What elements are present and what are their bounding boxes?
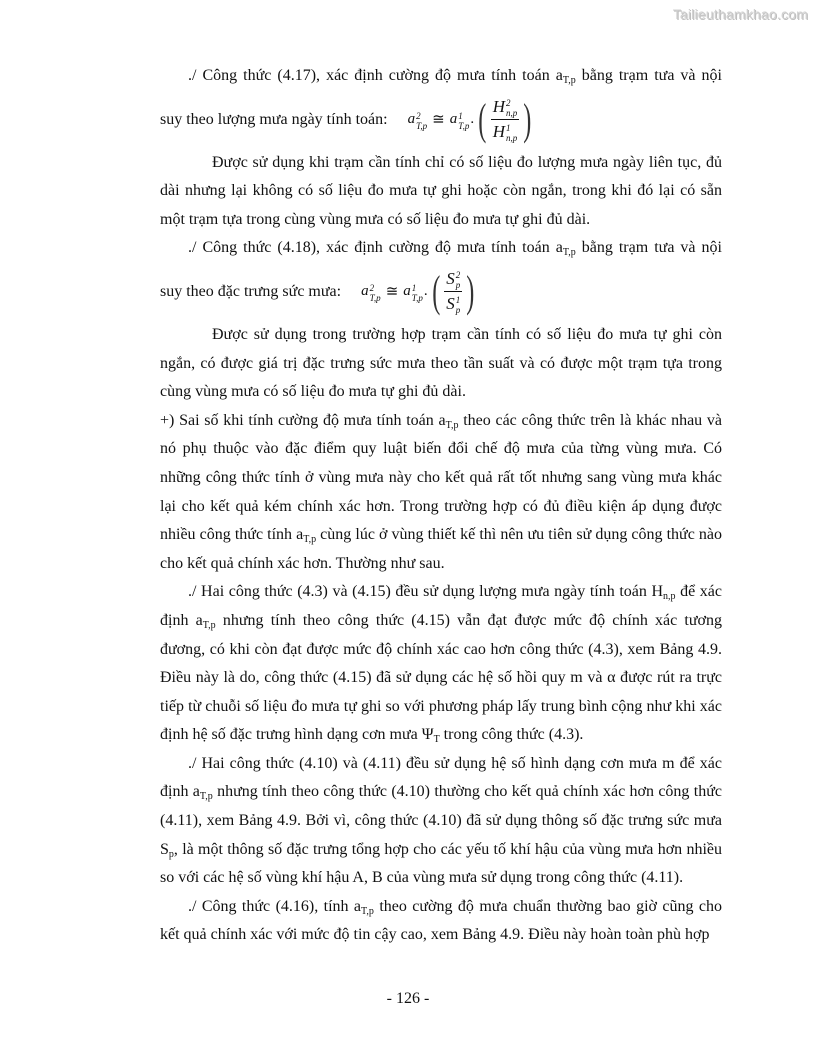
text: theo các công thức trên là khác nhau và nó phụ thuộc vào đặc điểm quy luật biến đổi chế độ mưa của từng vùng mưa. Có những công thức tính ở vùng mưa này cho kết quả rất tốt nhưng sang vùng mưa khác lại cho kết quả kém chính xác hơn. Trong trường hợp có đủ điều kiện áp dụng được nhiều công thức tính a bbox=[160, 411, 723, 544]
sub: T,p bbox=[416, 120, 428, 131]
text: nhưng tính theo công thức (4.15) vẫn đạt được mức độ chính xác tương đương, có khi còn đạt được mức độ chính xác cao hơn công thức (4.3), xem Bảng 4.9. Điều này là do, công thức (4.15) đã sử dụng các hệ số hồi quy m và α được rút ra trực tiếp từ chuỗi số liệu đo mưa tự ghi so với phương pháp lấy trung bình cộng như khi xác định hệ số đặc trưng hình dạng cơn mưa Ψ bbox=[160, 611, 723, 744]
text: ./ Hai công thức (4.3) và (4.15) đều sử dụng lượng mưa ngày tính toán H bbox=[188, 583, 664, 601]
numerator bbox=[444, 269, 462, 289]
sub: n,p bbox=[506, 108, 518, 119]
paragraph-error-discussion bbox=[160, 407, 722, 579]
left-paren: ( bbox=[431, 266, 440, 316]
text: để xác định a bbox=[160, 583, 722, 629]
paragraph-4-10-vs-4-11 bbox=[160, 750, 722, 893]
var-s: S bbox=[446, 294, 455, 314]
sup: 2 bbox=[369, 282, 375, 293]
sub: p bbox=[455, 280, 461, 291]
left-paren: ( bbox=[478, 94, 487, 144]
sub: n,p bbox=[506, 133, 518, 144]
text: nhưng tính theo công thức (4.10) thường cho kết quả chính xác hơn công thức (4.11), xem Bảng 4.9. Bởi vì, công thức (4.10) đã sử dụng thông số đặc trưng sức mưa S bbox=[160, 783, 722, 858]
sup-sub bbox=[456, 294, 461, 314]
fraction-bar bbox=[444, 291, 462, 292]
formula-label: suy theo lượng mưa ngày tính toán: bbox=[160, 110, 388, 128]
sup-sub bbox=[416, 110, 427, 130]
text: , là một thông số đặc trưng tổng hợp cho các yếu tố khí hậu của vùng mưa hơn nhiều so với các hệ số vùng khí hậu A, B của vùng mưa sử dụng trong công thức (4.11). bbox=[160, 840, 722, 887]
sup: 2 bbox=[506, 98, 511, 109]
subscript: n,p bbox=[663, 591, 676, 603]
text: ./ Công thức (4.18), xác định cường độ mưa tính toán a bbox=[188, 239, 563, 257]
denominator bbox=[491, 122, 520, 142]
sup: 1 bbox=[411, 282, 417, 293]
paragraph-4-18-usage: Được sử dụng trong trường hợp trạm cần tính có số liệu đo mưa tự ghi còn ngắn, có được giá trị đặc trưng sức mưa theo tần suất và có được một trạm tựa trong cùng vùng mưa có số liệu đo mưa tự ghi đủ dài. bbox=[160, 325, 722, 401]
sup-sub bbox=[370, 282, 381, 302]
sub: p bbox=[455, 305, 461, 316]
sup: 2 bbox=[416, 110, 421, 121]
sup-sub bbox=[412, 282, 423, 302]
paragraph-formula-4-18-intro bbox=[160, 234, 722, 263]
text: ./ Công thức (4.17), xác định cường độ mưa tính toán a bbox=[188, 67, 563, 84]
right-paren: ) bbox=[466, 266, 475, 316]
numerator bbox=[491, 97, 520, 117]
page-number: - 126 - bbox=[386, 990, 430, 1007]
subscript: T,p bbox=[199, 791, 213, 803]
text: bằng trạm tưa và nội bbox=[575, 67, 722, 84]
fraction bbox=[491, 97, 520, 142]
sup-sub bbox=[506, 122, 517, 142]
dot: . bbox=[470, 111, 475, 128]
var-a: a bbox=[407, 111, 416, 128]
fraction bbox=[444, 269, 462, 314]
text: theo cường độ mưa chuẩn thường bao giờ cũng cho kết quả chính xác với mức độ tin cậy cao, xem Bảng 4.9. Điều này hoàn toàn phù hợp bbox=[160, 897, 722, 944]
approx-symbol: ≅ bbox=[385, 284, 399, 301]
sup-sub bbox=[456, 269, 461, 289]
watermark: Tailieuthamkhao.com bbox=[672, 6, 808, 22]
paragraph-formula-4-17-intro bbox=[160, 62, 722, 91]
paragraph-4-17-usage: Được sử dụng khi trạm cần tính chỉ có số liệu đo lượng mưa ngày liên tục, đủ dài nhưng lại không có số liệu đo mưa tự ghi hoặc còn ngắn, trong khi đó lại có sẵn một trạm tựa trong cùng vùng mưa có số liệu đo mưa tự ghi đủ dài. bbox=[160, 153, 722, 228]
formula-4-17 bbox=[407, 94, 535, 144]
denominator bbox=[444, 294, 462, 314]
subscript: T,p bbox=[361, 905, 374, 917]
sup: 1 bbox=[458, 110, 463, 121]
paragraph-4-16 bbox=[160, 893, 722, 950]
formula-line-4-18 bbox=[160, 263, 722, 321]
paragraph-4-3-vs-4-15 bbox=[160, 578, 722, 750]
fraction-bar bbox=[491, 119, 520, 120]
subscript: T,p bbox=[445, 419, 459, 431]
var-a: a bbox=[361, 283, 369, 300]
subscript: T,p bbox=[562, 247, 576, 259]
var-s: S bbox=[446, 269, 455, 289]
var-a: a bbox=[403, 283, 411, 300]
text: +) Sai số khi tính cường độ mưa tính toán a bbox=[160, 411, 446, 429]
text: bằng trạm tưa và nội bbox=[575, 239, 722, 257]
subscript: T bbox=[433, 734, 440, 746]
subscript: T,p bbox=[562, 75, 576, 86]
var-a: a bbox=[449, 111, 458, 128]
dot: . bbox=[423, 283, 428, 300]
sub: T,p bbox=[411, 292, 423, 303]
var-h: H bbox=[492, 122, 506, 142]
formula-line-4-17 bbox=[160, 91, 722, 149]
sup: 1 bbox=[455, 295, 461, 306]
sup: 2 bbox=[455, 270, 461, 281]
sub: T,p bbox=[369, 292, 381, 303]
text: trong công thức (4.3). bbox=[439, 726, 584, 744]
subscript: T,p bbox=[202, 619, 216, 631]
subscript: p bbox=[168, 848, 174, 860]
text: cùng lúc ở vùng thiết kế thì nên ưu tiên sử dụng công thức nào cho kết quả chính xác hơn. Thường như sau. bbox=[160, 526, 723, 572]
approx-symbol: ≅ bbox=[432, 112, 445, 129]
sup: 1 bbox=[506, 123, 511, 134]
text: ./ Hai công thức (4.10) và (4.11) đều sử dụng hệ số hình dạng cơn mưa m để xác định a bbox=[160, 754, 722, 801]
sup-sub bbox=[458, 110, 469, 130]
formula-4-18 bbox=[361, 266, 478, 316]
right-paren: ) bbox=[523, 94, 532, 144]
document-page bbox=[160, 62, 722, 950]
sup-sub bbox=[506, 97, 517, 117]
sub: T,p bbox=[458, 120, 470, 131]
subscript: T,p bbox=[303, 534, 317, 546]
formula-label: suy theo đặc trưng sức mưa: bbox=[160, 282, 342, 300]
var-h: H bbox=[492, 97, 506, 117]
text: ./ Công thức (4.16), tính a bbox=[188, 897, 362, 915]
